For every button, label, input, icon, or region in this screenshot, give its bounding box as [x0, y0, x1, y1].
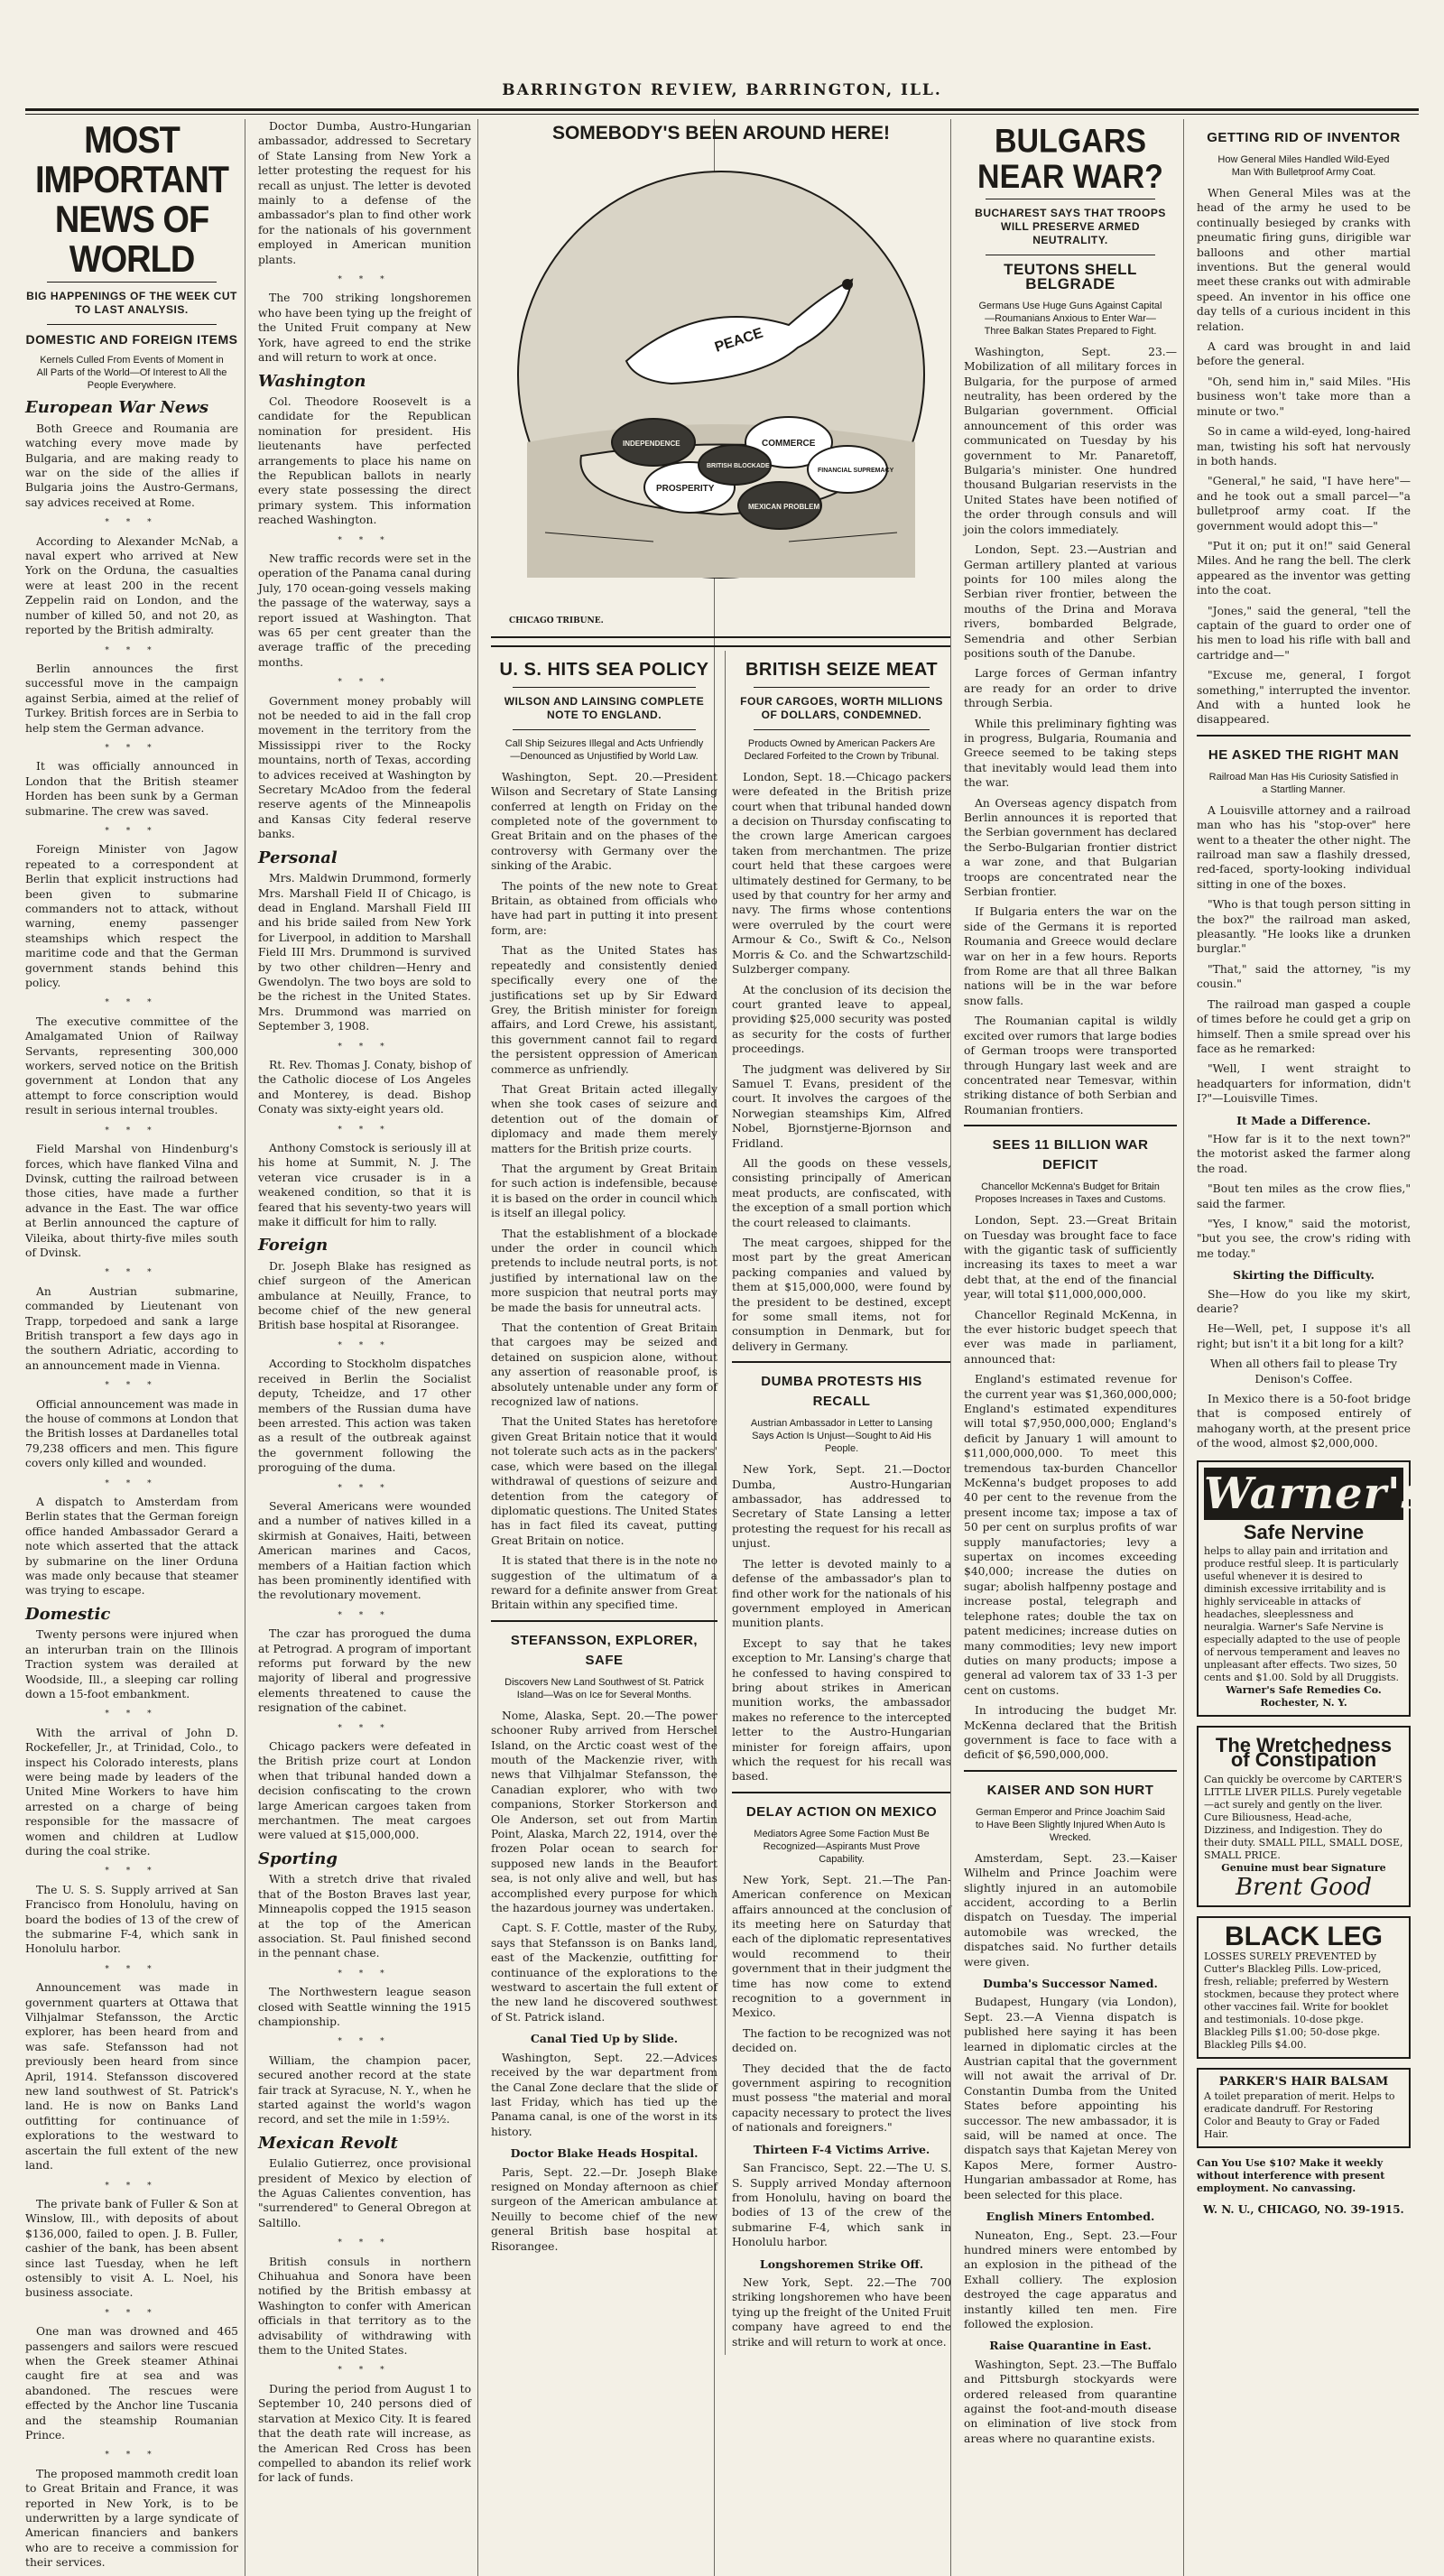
cartoon-label-peace: PEACE [712, 326, 765, 357]
article-paragraph: Dr. Joseph Blake has resigned as chief surgeon of the American ambulance at Neuilly, France, to become chief of the new general British base hospital at Risorangee. [258, 1259, 471, 1332]
minor-headline: Longshoremen Strike Off. [759, 2256, 924, 2271]
column-5 [964, 119, 1184, 2576]
article-paragraph: New traffic records were set in the operation of the Panama canal during July, 170 ocean-going vessels making the passage of the waterway, says a report issued at Washington. That was 65 per cent greater than the average traffic of the preceding months. [258, 551, 471, 669]
ad-signature: Brent Good [1235, 1873, 1373, 1901]
article-paragraph: Doctor Dumba, Austro-Hungarian ambassador, addressed to Secretary of State Lansing from New York a letter protesting the request for his recall as unjust. The letter is devoted mainly to a defense of the ambassador's plan to find other work for the nationals of his government employed in American munition plants. [258, 120, 471, 266]
ad-signature: Warner's Safe Remedies Co. Rochester, N. Y. [1226, 1684, 1382, 1710]
minor-headline: It Made a Difference. [1236, 1113, 1371, 1127]
ad-black-leg [1197, 1916, 1411, 2059]
article-paragraph: That the argument by Great Britain for such action is indefensible, because it is based on the order in council which is itself an illegal policy. [491, 1162, 717, 1220]
headline-war-deficit: SEES 11 BILLION WAR DEFICIT [992, 1137, 1149, 1173]
article-paragraph: The Roumanian capital is wildly excited over rumors that large bodies of German troops were transported through Hungary last week and are concentrated near Temesvar, within striking distance of both Serbian and Roumanian frontiers. [964, 1015, 1177, 1117]
headline-stefansson-safe: STEFANSSON, EXPLORER, SAFE [510, 1632, 699, 1668]
article-paragraph: They decided that the de facto government aspiring to recognition must possess "the material and moral capacity necessary to protect the lives of nationals and foreigners." [732, 2062, 951, 2135]
column-4 [727, 119, 951, 2576]
minor-headline: Dumba's Successor Named. [983, 1977, 1158, 1990]
subdeck: Mediators Agree Some Faction Must Be Recognized—Aspirants Must Prove Capability. [754, 1828, 930, 1865]
article-paragraph: Chicago packers were defeated in the British prize court at London when that tribunal handed down a decision confiscating to the crown large American cargoes taken from merchantmen. The meat cargoes were valued at $15,000,000. [258, 1740, 471, 1842]
deck: BIG HAPPENINGS OF THE WEEK CUT TO LAST ANALYSIS. [26, 290, 237, 316]
article-paragraph: Foreign Minister von Jagow repeated to a correspondent at Berlin that explicit instructions had been given to submarine commanders not to attack, without warning, enemy passenger steamships which respect the maritime code and that the German government stands behind this policy. [25, 843, 238, 990]
article-paragraph: In introducing the budget Mr. McKenna declared that the British government is face to face with a deficit of $6,590,000,000. [964, 1704, 1177, 1762]
article-paragraph: "Bout ten miles as the crow flies," said the farmer. [1197, 1182, 1411, 1210]
column-3 [491, 119, 951, 2576]
headline-most-important-news: MOST IMPORTANT NEWS OF WORLD [34, 119, 229, 282]
column-2: Doctor Dumba, Austro-Hungarian ambassador, addressed to Secretary of State Lansing from New York a letter protesting the request for his recall as unjust. The letter is devoted mainly to a defense of the ambassador's plan to find other work for the nationals of his government employed in American munition plants. * * * The 700 striking longshoremen who have been tying up the freight of the United Fruit company at New York, have agreed to end the strike and will return to work at once. Washington Col. Theodore Roosevelt is a candidate for the Republican nomination for president. His lieutenants have perfected arrangements to place his name on the Republican ballots in nearly every state possessing the direct primary system. This information reached Washington. * * * New traffic records were set in the operation of the Panama canal during July, 170 ocean-going vessels making the passage of the waterway, says a report issued at Washington. That was 65 per cent greater than the average traffic of the preceding months. * * * Government money probably will not be needed to aid in the fall crop movement in the territory from the Mississippi river to the Rocky mountains, north of Texas, according to advices received at Washington by Secretary McAdoo from the federal reserve agents of the Minneapolis and Kansas City federal reserve banks. Personal Mrs. Maldwin Drummond, formerly Mrs. Marshall Field II of Chicago, is dead in England. Marshall Field III and his bride sailed from New York for Liverpool, in addition to Marshall Field III Mrs. Drummond is survived by two other children—Henry and Gwendolyn. The two boys are sold to be the richest in the United States. Mrs. Drummond was married on September 3, 1908. * * * Rt. Rev. Thomas J. Conaty, bishop of the Catholic diocese of Los Angeles and Monterey, is dead. Bishop Conaty was sixty-eight years old. * * * Anthony Comstock is seriously ill at his home at Summit, N. J. The veteran vice crusader is in a weakened condition, so that it is feared that his seventy-two years will make it difficult for him to rally. Foreign Dr. Joseph Blake has resigned as chief surgeon of the American ambulance at Neuilly, France, to become chief of the new general British base hospital at Risorangee. * * * According to Stockholm dispatches received in Berlin the Socialist deputy, Tcheidze, and 17 other members of the Russian duma have been arrested. This action was taken as a result of the outbreak against the government following the proroguing of the duma. * * * Several Americans were wounded and a number of natives killed in a skirmish at Gonaives, Haiti, between American marines and Cacos, members of a Haitian faction which has been prominently identified with the revolutionary movement. * * * The czar has prorogued the duma at Petrograd. A program of important reforms put forward by the new majority of liberal and progressive elements threatened to cause the resignation of the cabinet. * * * Chicago packers were defeated in the British prize court at London when that tribunal handed down a decision confiscating to the crown large American cargoes taken from merchantmen. The meat cargoes were valued at $15,000,000. Sporting With a stretch drive that rivaled that of the Boston Braves last year, Minneapolis copped the 1915 season at the top of the American association. St. Paul finished second in the pennant chase. * * * The Northwestern league season closed with Seattle winning the 1915 championship. * * * William, the champion pacer, secured another record at the state fair track at Syracuse, N. Y., when he started against the world's wagon record, and set the mile in 1:59½. Mexican Revolt Eulalio Gutierrez, once provisional president of Mexico by election of the Aguas Calientes convention, has "surrendered" to General Obregon at Saltillo. * * * British consuls in northern Chihuahua and Sonora have been notified by the British embassy at Washington to confer with American officials in that territory as to the advisability of withdrawing with them to the United States. * * * During the period from August 1 to September 10, 240 persons died of starvation at Mexico City. It is feared that the death rate will increase, as the American Red Cross has been compelled to abandon its relief work for lack of funds. [258, 119, 478, 2576]
column-1: MOST IMPORTANT NEWS OF WORLD BIG HAPPENINGS OF THE WEEK CUT TO LAST ANALYSIS. DOMESTIC AND FOREIGN ITEMS Kernels Culled From Events of Moment in All Parts of the World—Of Interest to All the People Everywhere. European War News Both Greece and Roumania are watching every move made by Bulgaria, and are making ready to war on the side of the allies if Bulgaria joins the Austro-Germans, say advices received at Rome. * * * According to Alexander McNab, a naval expert who arrived at New York on the Orduna, the casualties were at least 200 in the recent Zeppelin raid on London, and the number of killed 50, and not 20, as reported by the British admiralty. * * * Berlin announces the first successful move in the campaign against Serbia, aimed at the relief of Turkey. British forces are in Serbia to help stem the German advance. * * * It was officially announced in London that the British steamer Horden has been sunk by a German submarine. The crew was saved. * * * Foreign Minister von Jagow repeated to a correspondent at Berlin that explicit instructions had been given to submarine commanders not to attack, without warning, enemy passenger steamships which respect the maritime code and that the German government stands behind this policy. * * * The executive committee of the Amalgamated Union of Railway Servants, representing 300,000 workers, served notice on the British government at London that any attempt to force conscription would result in serious internal troubles. * * * Field Marshal von Hindenburg's forces, which have flanked Vilna and Dvinsk, cutting the railroad between those cities, have made a further advance in the East. The war office at Berlin announced the capture of Vileika, about thirty-five miles south of Dvinsk. * * * An Austrian submarine, commanded by Lieutenant von Trapp, torpedoed and sank a large British transport a few days ago in the southern Adriatic, according to an announcement made in Vienna. * * * Official announcement was made in the house of commons at London that the British losses at Dardanelles total 79,238 officers and men. This figure covers only killed and wounded. * * * A dispatch to Amsterdam from Berlin states that the German foreign office handed Ambassador Gerard a note which asserted that the attack by submarine on the liner Orduna was made only because that steamer was trying to escape. Domestic Twenty persons were injured when an interurban train on the Illinois Traction system was derailed at Woodside, Ill., a sleeping car rolling down a 15-foot embankment. * * * With the arrival of John D. Rockefeller, Jr., at Trinidad, Colo., to inspect his Colorado interests, plans were being made by leaders of the United Mine Workers to have him arrested on a charge of being responsible for the massacre of women and children at Ludlow during the coal strike. * * * The U. S. S. Supply arrived at San Francisco from Honolulu, having on board the bodies of 13 of the crew of the submarine F-4, which sank in Honolulu harbor. * * * Announcement was made in government quarters at Ottawa that Vilhjalmar Stefansson, the Arctic explorer, has been heard from and was safe. Stefansson had not previously been heard from since April, 1914. Stefansson discovered new land southwest of St. Patrick's land. He is now on Banks Land outfitting for continuance of explorations to the westward to ascertain the full extent of the new land. * * * The private bank of Fuller & Son at Winslow, Ill., with deposits of about $136,000, failed to open. J. B. Fuller, cashier of the bank, has been absent since last Tuesday, when he left ostensibly to visit A. L. Noel, his business associate. * * * One man was drowned and 465 passengers and sailors were rescued when the Greek steamer Athinai caught fire at sea and was abandoned. The rescues were effected by the Anchor line Tuscania and the steamship Roumanian Prince. * * * The proposed mammoth credit loan to Great Britain and France, it was reported in New York, is to be underwritten by a large syndicate of American financiers and bankers who are to receive a commission for their services. [25, 119, 245, 2576]
article-paragraph: New York, Sept. 21.—Doctor Dumba, Austro-Hungarian ambassador, has addressed to Secretary of State Lansing a letter protesting the request for his recall as unjust. [732, 1463, 951, 1551]
article-paragraph: Government money probably will not be needed to aid in the fall crop movement in the territory from the Mississippi river to the Rocky mountains, north of Texas, according to advices received at Washington by Secretary McAdoo from the federal reserve agents of the Minneapolis and Kansas City federal reserve banks. [258, 694, 471, 841]
article-paragraph: The letter is devoted mainly to a defense of the ambassador's plan to find other work for the nationals of his government employed in American munition plants. [732, 1557, 951, 1630]
masthead: BARRINGTON REVIEW, BARRINGTON, ILL. [502, 81, 942, 99]
article-paragraph: British consuls in northern Chihuahua and Sonora have been notified by the British embassy at Washington to confer with American officials in that territory as to the advisability of withdrawing with them to the United States. [258, 2255, 471, 2358]
ad-title: PARKER'S HAIR BALSAM [1218, 2075, 1389, 2090]
article-paragraph: An Overseas agency dispatch from Berlin announces it is reported that the Serbian government has declared the Serbo-Bulgarian frontier district a war zone, and that Bulgarian troops are concentrated near the Serbian frontier. [964, 796, 1177, 899]
headline-asked-right-man: HE ASKED THE RIGHT MAN [1208, 746, 1400, 763]
article-paragraph: If Bulgaria enters the war on the side of the Germans it is reported Roumania and Greece would declare war on her in a few hours. Reports from Rome are that all three Balkan nations will be in the war before snow falls. [964, 905, 1177, 1007]
ad-warners-safe-nervine [1197, 1460, 1427, 1717]
article-paragraph: Washington, Sept. 20.—President Wilson and Secretary of State Lansing conferred at length on Friday on the completed note of the government to Great Britain and on the phases of the controversy with Germany over the sinking of the Arabic. [491, 770, 717, 873]
article-paragraph: Field Marshal von Hindenburg's forces, which have flanked Vilna and Dvinsk, cutting the railroad between those cities, have made a further advance in the East. The war office at Berlin announced the capture of Vileika, about thirty-five miles south of Dvinsk. [25, 1143, 238, 1259]
article-paragraph: A dispatch to Amsterdam from Berlin states that the German foreign office handed Ambassador Gerard a note which asserted that the attack by submarine on the liner Orduna was made only because that steamer was trying to escape. [25, 1496, 238, 1598]
ad-can-you-use: Can You Use $10? Make it weekly without interference with present employment. No canvassing. [1197, 2156, 1385, 2194]
article-paragraph: At the conclusion of its decision the court granted leave to appeal, providing $25,000 security was posted as security for the costs of further proceedings. [732, 983, 951, 1056]
ad-brand: Warner's [1204, 1468, 1427, 1519]
article-paragraph: The U. S. S. Supply arrived at San Francisco from Honolulu, having on board the bodies of 13 of the crew of the submarine F-4, which sank in Honolulu harbor. [25, 1883, 238, 1956]
article-paragraph: Nome, Alaska, Sept. 20.—The power schooner Ruby arrived from Herschel Island, on the Arctic coast west of the mouth of the Mackenzie river, with news that Vilhjalmar Stefansson, the Canadian explorer, who with two companions, Storker Storkerson and Ole Anderson, set out from Martin Point, Alaska, March 22, 1914, over the frozen Polar ocean to search for supposed new lands in the Beaufort sea, is not only alive and well, but has accomplished every purpose for which the hazardous journey was undertaken. [491, 1709, 717, 1915]
article-paragraph: The Northwestern league season closed with Seattle winning the 1915 championship. [258, 1986, 471, 2028]
subdeck: Discovers New Land Southwest of St. Patrick Island—Was on Ice for Several Months. [504, 1676, 704, 1700]
subdeck: Kernels Culled From Events of Moment in All Parts of the World—Of Interest to All the People Everywhere. [36, 355, 227, 392]
article-paragraph: Mrs. Maldwin Drummond, formerly Mrs. Marshall Field II of Chicago, is dead in England. Marshall Field III and his bride sailed from New York for Liverpool, in addition to Marshall Field III Mrs. Drummond is survived by two other children—Henry and Gwendolyn. The two boys are sold to be the richest in the United States. Mrs. Drummond was married on September 3, 1908. [258, 872, 471, 1033]
article-paragraph: New York, Sept. 21.—The Pan-American conference on Mexican affairs announced at the conclusion of its meeting here on Saturday that each of the diplomatic representatives would recommend to their government that in their judgment the time has now come to extend recognition to a government in Mexico. [732, 1873, 951, 2020]
subdeck: Call Ship Seizures Illegal and Acts Unfriendly—Denounced as Unjustified by World Law. [504, 737, 704, 762]
article-paragraph: One man was drowned and 465 passengers and sailors were rescued when the Greek steamer Athinai caught fire at sea and was abandoned. The rescues were effected by the Anchor line Tuscania and the steamship Roumanian Prince. [25, 2325, 238, 2442]
ad-parkers-hair-balsam [1197, 2068, 1411, 2147]
article-paragraph: "Who is that tough person sitting in the box?" the railroad man asked, pleasantly. "He looks like a drunken burglar." [1197, 898, 1411, 956]
article-paragraph: When all others fail to please Try Denison's Coffee. [1209, 1357, 1398, 1385]
article-paragraph: Berlin announces the first successful move in the campaign against Serbia, aimed at the relief of Turkey. British forces are in Serbia to help stem the German advance. [25, 662, 238, 735]
section-european-war-news: European War News [25, 398, 208, 418]
article-paragraph: "Well, I went straight to headquarters for information, didn't I?"—Louisville Times. [1197, 1062, 1411, 1106]
article-paragraph: Amsterdam, Sept. 23.—Kaiser Wilhelm and Prince Joachim were slightly injured in an automobile accident, according to a Berlin dispatch on Tuesday. The imperial automobile was wrecked, the dispatches said. No further details were given. [964, 1851, 1177, 1969]
article-paragraph: England's estimated revenue for the current year was $1,360,000,000; England's estimated expenditures will total $7,950,000,000; England's deficit by January 1 will amount to $11,000,000,000. To meet this tremendous tax-burden Chancellor McKenna's budget proposes to add 40 per cent to the revenue from the present income tax; impose a tax of 50 per cent on surplus profits of war supply manufactories; levy a supertax on incomes exceeding $40,000; increase the duties on sugar; abolish halfpenny postage and increase postal, telegraph and telephone rates; double the tax on patent medicines; increase duties on many commodities; levy new import duties on many products; impose a general ad valorem tax of 33 1-3 per cent on customs. [964, 1373, 1178, 1697]
article-paragraph: Twenty persons were injured when an interurban train on the Illinois Traction system was derailed at Woodside, Ill., a sleeping car rolling down a 15-foot embankment. [25, 1628, 238, 1700]
article-paragraph: A card was brought in and laid before the general. [1197, 340, 1411, 368]
article-paragraph: The proposed mammoth credit loan to Great Britain and France, it was reported in New York, is to be underwritten by a large syndicate of American financiers and bankers who are to receive a commission for their services. [25, 2467, 238, 2570]
subdeck: Chancellor McKenna's Budget for Britain Proposes Increases in Taxes and Customs. [975, 1181, 1166, 1206]
article-paragraph: An Austrian submarine, commanded by Lieutenant von Trapp, torpedoed and sank a large British transport a few days ago in the southern Adriatic, according to an announcement made in Vienna. [25, 1284, 238, 1372]
ad-body: A toilet preparation of merit. Helps to eradicate dandruff. For Restoring Color and Beauty to Gray or Faded Hair. [1204, 2090, 1395, 2140]
section-washington: Washington [258, 371, 366, 391]
ad-carters-liver-pills [1197, 1726, 1411, 1907]
article-paragraph: Capt. S. F. Cottle, master of the Ruby, says that Stefansson is on Banks land, east of the Mackenzie, outfitting for continuance of the explorations to the westward to ascertain the full extent of the new land he discovered southwest of St. Patrick island. [491, 1922, 717, 2024]
article-paragraph: Except to say that he takes exception to Mr. Lansing's charge that he confessed to having conspired to bring about strikes in American munition works, the ambassador makes no reference to the intercepted letter to the Austro-Hungarian minister for foreign affairs, upon which the request for his recall was based. [732, 1636, 951, 1784]
headline-kaiser-and-son-hurt: KAISER AND SON HURT [986, 1782, 1154, 1798]
ad-title: BLACK LEG [1225, 1922, 1383, 1952]
article-paragraph: All the goods on these vessels, consisting principally of American meat products, are confiscated, with the exception of a small portion which the court released to claimants. [732, 1156, 951, 1229]
deck: FOUR CARGOES, WORTH MILLIONS OF DOLLARS, CONDEMNED. [740, 694, 943, 721]
headline-getting-rid-of-inventor: GETTING RID OF INVENTOR [1207, 130, 1401, 145]
article-paragraph: Anthony Comstock is seriously ill at his home at Summit, N. J. The veteran vice crusader is in a weakened condition, so that it is feared that his seventy-two years will make it difficult for him to rally. [258, 1142, 471, 1229]
article-paragraph: London, Sept. 23.—Great Britain on Tuesday was brought face to face with the gigantic task of sufficiently increasing its taxes to meet a war debt that, at the end of the financial year, will total $11,000,000,000. [964, 1214, 1177, 1302]
cartoon-label-british-blockade: BRITISH BLOCKADE [707, 463, 770, 470]
section-mexican-revolt: Mexican Revolt [258, 2133, 398, 2153]
article-paragraph: In Mexico there is a 50-foot bridge that is composed entirely of mahogany worth, at the present price of the wood, almost $2,000,000. [1197, 1393, 1411, 1450]
ad-genuine: Genuine must bear Signature [1221, 1861, 1386, 1874]
article-paragraph: Large forces of German infantry are ready for an order to drive through Serbia. [964, 667, 1177, 710]
section-sporting: Sporting [258, 1849, 338, 1868]
article-paragraph: That the contention of Great Britain that cargoes may be seized and detained on suspicion alone, without any assertion of reasonable proof, is absolutely untenable under any form of recognized law of nations. [491, 1321, 717, 1409]
headline-us-hits-sea-policy: U. S. HITS SEA POLICY [499, 659, 709, 680]
minor-headline: Thirteen F-4 Victims Arrive. [753, 2142, 930, 2156]
cartoon-label-mexican-problem: MEXICAN PROBLEM [748, 503, 820, 512]
article-paragraph: When General Miles was at the head of the army he used to be continually besieged by cranks with pneumatic firing guns, dirigible war balloons and other martial inventions. But the general would meet these cranks out with admirable speed. An inventor in his office one day tells of a curious incident in this relation. [1197, 187, 1411, 333]
subdeck: Products Owned by American Packers Are Declared Forfeited to the Crown by Tribunal. [744, 737, 940, 762]
article-paragraph: Col. Theodore Roosevelt is a candidate for the Republican nomination for president. His lieutenants have perfected arrangements to place his name on the Republican ballots in nearly every state possessing the direct primary system. This information reached Washington. [258, 394, 471, 527]
cartoon-label-independence: INDEPENDENCE [623, 440, 680, 449]
section-domestic: Domestic [25, 1604, 111, 1624]
article-paragraph: Eulalio Gutierrez, once provisional president of Mexico by election of the Aguas Calientes convention, has "surrendered" to General Obregon at Saltillo. [258, 2157, 471, 2229]
column-6 [1197, 119, 1427, 2576]
masthead-rule-thin [25, 114, 1419, 115]
article-paragraph: She—How do you like my skirt, dearie? [1197, 1287, 1411, 1315]
article-paragraph: He—Well, pet, I suppose it's all right; but isn't it a bit long for a kilt? [1197, 1322, 1411, 1350]
article-paragraph: Washington, Sept. 23.—Mobilization of all military forces in Bulgaria, for the purpose of armed neutrality, has been ordered by the Bulgarian government. Official announcement of this order was communicated on Tuesday by his government to Mr. Panaretoff, Bulgaria's minister. One hundred thousand Bulgarian reservists in the United States have been notified of the order through consuls and will join the colors immediately. [964, 345, 1177, 536]
article-paragraph: Washington, Sept. 23.—The Buffalo and Pittsburgh stockyards were ordered released from quarantine against the foot-and-mouth disease on elimination of live stock from areas where no quarantine exists. [964, 2358, 1177, 2445]
cartoon-credit: CHICAGO TRIBUNE. [509, 616, 604, 626]
minor-headline: Canal Tied Up by Slide. [530, 2032, 679, 2046]
article-paragraph: That Great Britain acted illegally when she took cases of seizure and detention out of the domain of diplomacy and made them merely matters for the British prize courts. [491, 1082, 717, 1155]
headline-dumba-protests: DUMBA PROTESTS HIS RECALL [761, 1374, 922, 1410]
cartoon-label-commerce: COMMERCE [762, 439, 816, 449]
subdeck: Austrian Ambassador in Letter to Lansing Says Action Is Unjust—Sought to Aid His People. [750, 1418, 933, 1455]
article-paragraph: The executive committee of the Amalgamated Union of Railway Servants, representing 300,000 workers, served notice on the British government at London that any attempt to force conscription would result in serious internal troubles. [25, 1015, 238, 1117]
ad-body: Can quickly be overcome by CARTER'S LITTLE LIVER PILLS. Purely vegetable—act surely and gently on the liver. Cure Biliousness, Head-ache, Dizziness, and Indigestion. They do their duty. SMALL PILL, SMALL DOSE, SMALL PRICE. [1204, 1773, 1403, 1861]
article-paragraph: "Yes, I know," said the motorist, "but you see, the crow's riding with me today." [1197, 1217, 1411, 1260]
article-paragraph: Chancellor Reginald McKenna, in the ever historic budget speech that ever was made in parliament, announced that: [964, 1308, 1177, 1366]
ad-body: LOSSES SURELY PREVENTED by Cutter's Blackleg Pills. Low-priced, fresh, reliable; preferred by Western stockmen, because they protect where other vaccines fail. Write for booklet and testimonials. 10-dose pkge. Blackleg Pills $1.00; 50-dose pkge. Blackleg Pills $4.00. [1204, 1951, 1399, 2052]
deck: WILSON AND LAINSING COMPLETE NOTE TO ENGLAND. [504, 694, 705, 721]
article-paragraph: The private bank of Fuller & Son at Winslow, Ill., with deposits of about $136,000, failed to open. J. B. Fuller, cashier of the bank, has been absent since last Tuesday, when he left ostensibly to visit A. L. Noel, his business associate. [25, 2197, 238, 2300]
article-paragraph: Both Greece and Roumania are watching every move made by Bulgaria, and are making ready to war on the side of the allies if Bulgaria joins the Austro-Germans, say advices received at Rome. [25, 422, 238, 509]
article-paragraph: Rt. Rev. Thomas J. Conaty, bishop of the Catholic diocese of Los Angeles and Monterey, is dead. Bishop Conaty was sixty-eight years old. [258, 1058, 471, 1117]
subdeck: German Emperor and Prince Joachim Said to Have Been Slightly Injured When Auto Is Wrecked. [975, 1806, 1166, 1843]
article-paragraph: "Oh, send him in," said Miles. "His business won't take more than a minute or two." [1197, 375, 1411, 418]
headline-bulgars-near-war: BULGARS NEAR WAR? [977, 122, 1163, 196]
cartoon-title: SOMEBODY'S BEEN AROUND HERE! [551, 123, 891, 144]
article-paragraph: That the establishment of a blockade under the order in council which pretends to include neutral ports, is not justified by international law on the more suspicion that neutral ports may be made the basis for unneutral acts. [491, 1227, 717, 1314]
article-paragraph: The railroad man gasped a couple of times before he could get a grip on himself. Then a smile spread over his face as he remarked: [1197, 997, 1411, 1055]
article-paragraph: It was officially announced in London that the British steamer Horden has been sunk by a German submarine. The crew was saved. [25, 760, 238, 818]
minor-headline: English Miners Entombed. [986, 2210, 1155, 2224]
article-paragraph: With a stretch drive that rivaled that of the Boston Braves last year, Minneapolis copped the 1915 season at the top of the American association. St. Paul finished second in the pennant chase. [258, 1873, 471, 1960]
minor-headline: Raise Quarantine in East. [989, 2339, 1152, 2353]
cartoon-label-prosperity: PROSPERITY [656, 484, 715, 495]
headline-delay-action-mexico: DELAY ACTION ON MEXICO [745, 1803, 938, 1820]
article-paragraph: Paris, Sept. 22.—Dr. Joseph Blake resigned on Monday afternoon as chief surgeon of the American ambulance at Neuilly to become chief of the new general British base hospital at Risorangee. [491, 2165, 717, 2253]
article-paragraph: That as the United States has repeatedly and consistently denied specifically every one of the justifications set up by Sir Edward Grey, the British minister for foreign affairs, and Lord Crewe, his assistant, this government cannot fail to regard the persistent oppression of American commerce as unfriendly. [491, 944, 717, 1076]
article-paragraph: "How far is it to the next town?" the motorist asked the farmer along the road. [1197, 1132, 1411, 1175]
article-paragraph: The points of the new note to Great Britain, as obtained from officials who have had part in putting it into present form, are: [491, 879, 717, 937]
article-paragraph: According to Stockholm dispatches received in Berlin the Socialist deputy, Tcheidze, and 17 other members of the Russian duma have been arrested. This action was taken as a result of the outbreak against the government following the proroguing of the duma. [258, 1357, 471, 1475]
article-paragraph: So in came a wild-eyed, long-haired man, twisting his soft hat nervously in both hands. [1197, 425, 1411, 468]
story-sea-policy [491, 651, 717, 2355]
section-foreign: Foreign [258, 1236, 329, 1256]
article-paragraph: London, Sept. 23.—Austrian and German artillery planted at various points for 100 miles along the Serbian river frontier, between the mouths of the Drina and Morava rivers, bombarded Belgrade, Semendria and other Serbian positions south of the Danube. [964, 543, 1177, 660]
article-paragraph: The 700 striking longshoremen who have been tying up the freight of the United Fruit company at New York, have agreed to end the strike and will return to work at once. [258, 292, 471, 365]
section-personal: Personal [258, 848, 338, 867]
headline-british-seize-meat: BRITISH SEIZE MEAT [745, 659, 939, 680]
article-paragraph: London, Sept. 18.—Chicago packers were defeated in the British prize court when that tribunal handed down a decision on Thursday confiscating to the crown large American cargoes taken from merchantmen. The prize court held that these cargoes were ultimately destined for Germany, to be used by that country for her army and navy. The firms whose contentions were overruled by the court were Armour & Co., Swift & Co., Nelson Morris & Co. and the Schwartzschild-Sulzberger company. [732, 770, 951, 977]
ad-title: The Wretchedness of Constipation [1215, 1734, 1393, 1772]
ad-title: Safe Nervine [1243, 1520, 1365, 1543]
subdeck: Railroad Man Has His Curiosity Satisfied in a Startling Manner. [1208, 771, 1399, 795]
article-paragraph: A Louisville attorney and a railroad man who has his "stop-over" here went to a theater the other night. The railroad man saw a flashily dressed, red-faced, sporty-looking individual sitting in one of the boxes. [1197, 803, 1411, 891]
article-paragraph: The judgment was delivered by Sir Samuel T. Evans, president of the court. It involves the cargoes of the Norwegian steamships Kim, Alfred Nobel, Bjornstjerne-Bjornson and Fridland. [732, 1062, 951, 1150]
article-paragraph: William, the champion pacer, secured another record at the state fair track at Syracuse, N. Y., when he started against the world's wagon record, and set the mile in 1:59½. [258, 2053, 471, 2127]
article-paragraph: The czar has prorogued the duma at Petrograd. A program of important reforms put forward by the new majority of liberal and progressive elements threatened to cause the resignation of the cabinet. [258, 1627, 471, 1715]
cartoon-label-financial: FINANCIAL SUPREMACY [818, 468, 894, 475]
article-paragraph: Announcement was made in government quarters at Ottawa that Vilhjalmar Stefansson, the Arctic explorer, has been heard from and was safe. Stefansson had not previously been heard from since April, 1914. Stefansson discovered new land southwest of St. Patrick's land. He is now on Banks Land outfitting for continuance of explorations to the westward to ascertain the full extent of the new land. [25, 1981, 238, 2173]
article-paragraph: Budapest, Hungary (via London), Sept. 23.—A Vienna dispatch is published here saying it has been learned in diplomatic circles at the Austrian capital that the government will not await the arrival of Dr. Constantin Dumba from the United States before appointing his successor. The new ambassador, it is said, will be named at once. The dispatch says that Kajetan Merey von Kapos Mere, former Austro-Hungarian ambassador at Rome, has been selected for this place. [964, 1996, 1177, 2201]
article-paragraph: While this preliminary fighting was in progress, Bulgaria, Roumania and Greece seemed to be taking steps that inevitably would lead them into the war. [964, 717, 1177, 790]
article-paragraph: "Put it on; put it on!" said General Miles. And he rang the bell. The clerk appeared as the inventor was getting into the coat. [1197, 539, 1411, 598]
minor-headline: Skirting the Difficulty. [1233, 1268, 1375, 1283]
article-paragraph: "Jones," said the general, "tell the captain of the guard to order one of his men to load his rifle with ball and cartridge and—" [1197, 604, 1411, 662]
article-paragraph: San Francisco, Sept. 22.—The U. S. S. Supply arrived Monday afternoon from Honolulu, having on board the bodies of 13 of the crew of the submarine F-4, which sank in Honolulu harbor. [732, 2162, 951, 2249]
masthead-rule [25, 108, 1419, 111]
article-paragraph: According to Alexander McNab, a naval expert who arrived at New York on the Orduna, the casualties were at least 200 in the recent Zeppelin raid on London, and the number of killed 50, and not 20, as reported by the British admiralty. [25, 534, 238, 637]
subdeck: How General Miles Handled Wild-Eyed Man With Bulletproof Army Coat. [1217, 154, 1390, 178]
article-paragraph: "Excuse me, general, I forgot something," interrupted the inventor. And with a hunted look he disappeared. [1197, 669, 1411, 727]
article-paragraph: With the arrival of John D. Rockefeller, Jr., at Trinidad, Colo., to inspect his Colorado interests, plans were being made by leaders of the United Mine Workers to have him arrested on a charge of being responsible for the massacre of women and children at Ludlow during the coal strike. [25, 1726, 238, 1858]
article-paragraph: Official announcement was made in the house of commons at London that the British losses at Dardanelles total 79,238 officers and men. This figure covers only killed and wounded. [25, 1397, 238, 1470]
subdeck: Germans Use Huge Guns Against Capital—Roumanians Anxious to Enter War—Three Balkan States Prepared to Fight. [978, 300, 1162, 337]
article-paragraph: That the United States has heretofore given Great Britain notice that it would not tolerate such acts as in the packers' case, which were based on the illegal withdrawal of questions of seizure and detention from the category of diplomatic questions. The United States has in fact filed its caveat, putting Great Britain on notice. [491, 1415, 717, 1547]
article-paragraph: The faction to be recognized was not decided on. [732, 2026, 951, 2055]
article-paragraph: New York, Sept. 22.—The 700 striking longshoremen who have been tying up the freight of the United Fruit company have agreed to end the strike and will return to work at once. [732, 2275, 951, 2349]
article-paragraph: It is stated that there is in the note no suggestion of the ultimatum of a reward for a definite answer from Great Britain within any specified time. [491, 1554, 717, 1612]
column-grid [25, 119, 1427, 2570]
minor-headline: Doctor Blake Heads Hospital. [510, 2146, 699, 2161]
article-paragraph: During the period from August 1 to September 10, 240 persons died of starvation at Mexico City. It is feared that the death rate will increase, as the American Red Cross has been compelled to abandon its relief work for lack of funds. [258, 2382, 471, 2485]
ad-body: helps to allay pain and irritation and produce restful sleep. It is particularly useful whenever it is desired to diminish excessive irritability and is highly serviceable in attacks of headaches, sleeplessness and neuralgia. Warner's Safe Nervine is especially adapted to the use of people of nervous temperament and leaves no unpleasant after effects. Two sizes, 50 cents and $1.00. Sold by all Druggists. [1204, 1545, 1401, 1684]
deck: BUCHAREST SAYS THAT TROOPS WILL PRESERVE ARMED NEUTRALITY. [975, 207, 1166, 246]
article-paragraph: The meat cargoes, shipped for the most part by the great American packing companies and valued by them at $15,000,000, were found by the president to be destined, except for some small items, not for consumption in Denmark, but for delivery in Germany. [732, 1237, 951, 1353]
article-paragraph: Several Americans were wounded and a number of natives killed in a skirmish at Gonaives, Haiti, between American marines and Cacos, members of a Haitian faction which has been prominently identified with the revolutionary movement. [258, 1499, 471, 1602]
article-paragraph: Washington, Sept. 22.—Advices received by the war department from the Canal Zone declare that the slide of last Friday, which has tied up the Panama canal, is one of the worst in its history. [491, 2051, 717, 2138]
article-paragraph: "That," said the attorney, "is my cousin." [1197, 962, 1411, 991]
subhead: DOMESTIC AND FOREIGN ITEMS [25, 332, 238, 347]
subhead-teutons-shell-belgrade: TEUTONS SHELL BELGRADE [1004, 261, 1137, 293]
article-paragraph: "General," he said, "I have here"—and he took out a small parcel—"a bulletproof army coat. If the government would adopt this—" [1197, 475, 1411, 533]
footer-wnu: W. N. U., CHICAGO, NO. 39-1915. [1203, 2202, 1404, 2216]
article-paragraph: Nuneaton, Eng., Sept. 23.—Four hundred miners were entombed by an explosion in the pithead of the Exhall colliery. The explosion destroyed the cage apparatus and instantly killed ten men. Fire followed the explosion. [964, 2229, 1177, 2330]
